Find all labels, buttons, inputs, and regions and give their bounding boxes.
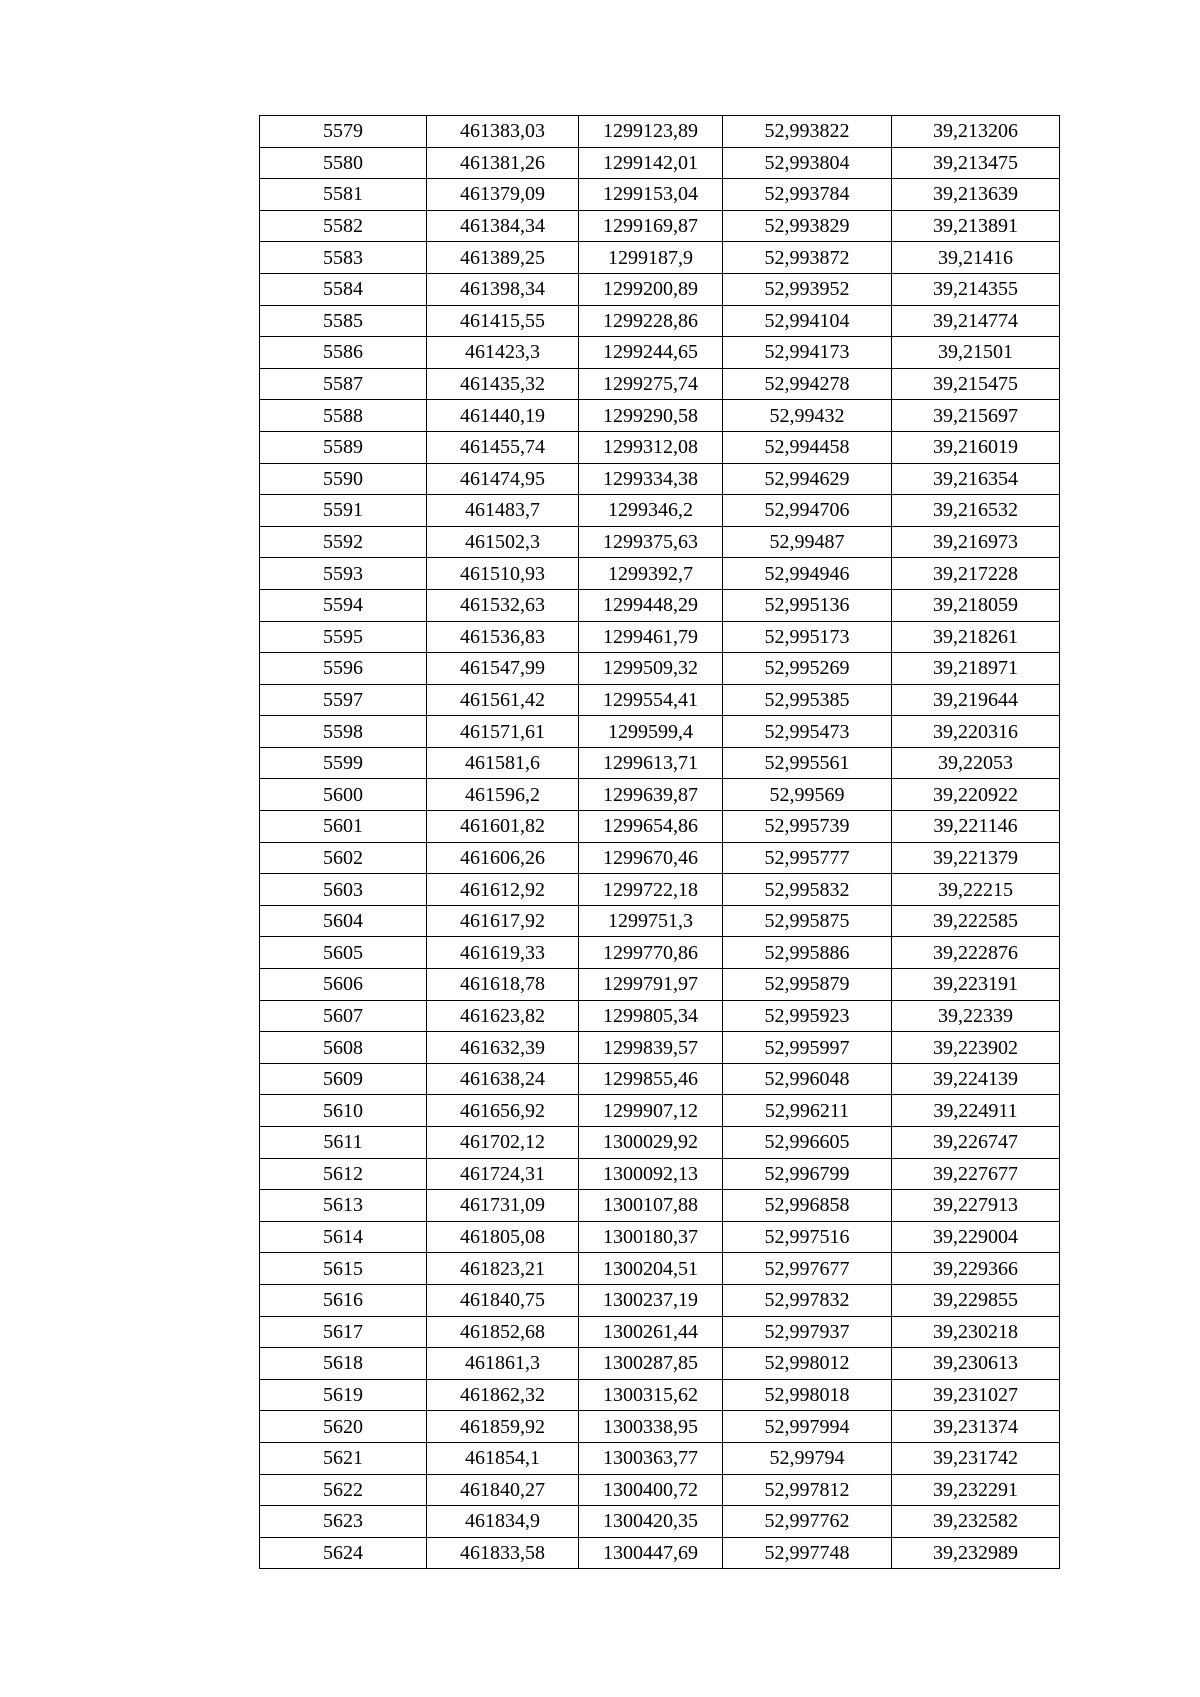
point-number-cell: 5593 bbox=[260, 558, 427, 590]
x-coordinate-cell: 461389,25 bbox=[427, 242, 579, 274]
y-coordinate-cell: 1300261,44 bbox=[579, 1316, 723, 1348]
table-row bbox=[260, 1411, 1060, 1443]
point-number-cell: 5587 bbox=[260, 368, 427, 400]
x-coordinate-cell: 461596,2 bbox=[427, 779, 579, 811]
point-number-cell: 5601 bbox=[260, 811, 427, 843]
latitude-cell: 52,995385 bbox=[723, 684, 892, 716]
y-coordinate-cell: 1299509,32 bbox=[579, 653, 723, 685]
longitude-cell: 39,216019 bbox=[892, 431, 1060, 463]
longitude-cell: 39,213639 bbox=[892, 179, 1060, 211]
longitude-cell: 39,22215 bbox=[892, 874, 1060, 906]
table-row bbox=[260, 716, 1060, 748]
latitude-cell: 52,994278 bbox=[723, 368, 892, 400]
longitude-cell: 39,229366 bbox=[892, 1253, 1060, 1285]
latitude-cell: 52,995879 bbox=[723, 969, 892, 1001]
x-coordinate-cell: 461623,82 bbox=[427, 1000, 579, 1032]
latitude-cell: 52,996858 bbox=[723, 1190, 892, 1222]
y-coordinate-cell: 1300363,77 bbox=[579, 1442, 723, 1474]
longitude-cell: 39,214774 bbox=[892, 305, 1060, 337]
y-coordinate-cell: 1300204,51 bbox=[579, 1253, 723, 1285]
latitude-cell: 52,997832 bbox=[723, 1284, 892, 1316]
point-number-cell: 5596 bbox=[260, 653, 427, 685]
table-row bbox=[260, 779, 1060, 811]
latitude-cell: 52,998018 bbox=[723, 1379, 892, 1411]
table-row bbox=[260, 558, 1060, 590]
y-coordinate-cell: 1300315,62 bbox=[579, 1379, 723, 1411]
longitude-cell: 39,231374 bbox=[892, 1411, 1060, 1443]
x-coordinate-cell: 461435,32 bbox=[427, 368, 579, 400]
table-row bbox=[260, 842, 1060, 874]
table-row bbox=[260, 495, 1060, 527]
x-coordinate-cell: 461840,27 bbox=[427, 1474, 579, 1506]
point-number-cell: 5613 bbox=[260, 1190, 427, 1222]
latitude-cell: 52,995136 bbox=[723, 589, 892, 621]
longitude-cell: 39,231027 bbox=[892, 1379, 1060, 1411]
point-number-cell: 5616 bbox=[260, 1284, 427, 1316]
point-number-cell: 5622 bbox=[260, 1474, 427, 1506]
longitude-cell: 39,232989 bbox=[892, 1537, 1060, 1569]
x-coordinate-cell: 461834,9 bbox=[427, 1506, 579, 1538]
y-coordinate-cell: 1299907,12 bbox=[579, 1095, 723, 1127]
point-number-cell: 5603 bbox=[260, 874, 427, 906]
longitude-cell: 39,230613 bbox=[892, 1348, 1060, 1380]
table-row bbox=[260, 147, 1060, 179]
table-row bbox=[260, 1348, 1060, 1380]
table-row bbox=[260, 1253, 1060, 1285]
table-row bbox=[260, 589, 1060, 621]
table-row bbox=[260, 1284, 1060, 1316]
table-row bbox=[260, 400, 1060, 432]
table-row bbox=[260, 210, 1060, 242]
longitude-cell: 39,229004 bbox=[892, 1221, 1060, 1253]
table-row bbox=[260, 463, 1060, 495]
point-number-cell: 5580 bbox=[260, 147, 427, 179]
longitude-cell: 39,216354 bbox=[892, 463, 1060, 495]
y-coordinate-cell: 1299200,89 bbox=[579, 273, 723, 305]
table-row bbox=[260, 1379, 1060, 1411]
y-coordinate-cell: 1300092,13 bbox=[579, 1158, 723, 1190]
latitude-cell: 52,996799 bbox=[723, 1158, 892, 1190]
longitude-cell: 39,21416 bbox=[892, 242, 1060, 274]
latitude-cell: 52,994706 bbox=[723, 495, 892, 527]
latitude-cell: 52,995173 bbox=[723, 621, 892, 653]
x-coordinate-cell: 461483,7 bbox=[427, 495, 579, 527]
latitude-cell: 52,995739 bbox=[723, 811, 892, 843]
y-coordinate-cell: 1299334,38 bbox=[579, 463, 723, 495]
point-number-cell: 5586 bbox=[260, 337, 427, 369]
point-number-cell: 5588 bbox=[260, 400, 427, 432]
point-number-cell: 5614 bbox=[260, 1221, 427, 1253]
table-row bbox=[260, 1316, 1060, 1348]
x-coordinate-cell: 461805,08 bbox=[427, 1221, 579, 1253]
latitude-cell: 52,995832 bbox=[723, 874, 892, 906]
table-row bbox=[260, 811, 1060, 843]
x-coordinate-cell: 461833,58 bbox=[427, 1537, 579, 1569]
longitude-cell: 39,218261 bbox=[892, 621, 1060, 653]
table-row bbox=[260, 1158, 1060, 1190]
x-coordinate-cell: 461384,34 bbox=[427, 210, 579, 242]
x-coordinate-cell: 461852,68 bbox=[427, 1316, 579, 1348]
table-row bbox=[260, 273, 1060, 305]
longitude-cell: 39,220922 bbox=[892, 779, 1060, 811]
point-number-cell: 5600 bbox=[260, 779, 427, 811]
point-number-cell: 5592 bbox=[260, 526, 427, 558]
y-coordinate-cell: 1299375,63 bbox=[579, 526, 723, 558]
table-row bbox=[260, 1506, 1060, 1538]
longitude-cell: 39,222585 bbox=[892, 905, 1060, 937]
longitude-cell: 39,216532 bbox=[892, 495, 1060, 527]
y-coordinate-cell: 1299461,79 bbox=[579, 621, 723, 653]
point-number-cell: 5610 bbox=[260, 1095, 427, 1127]
x-coordinate-cell: 461619,33 bbox=[427, 937, 579, 969]
y-coordinate-cell: 1300287,85 bbox=[579, 1348, 723, 1380]
table-row bbox=[260, 621, 1060, 653]
latitude-cell: 52,99432 bbox=[723, 400, 892, 432]
table-row bbox=[260, 747, 1060, 779]
latitude-cell: 52,996605 bbox=[723, 1127, 892, 1159]
point-number-cell: 5608 bbox=[260, 1032, 427, 1064]
y-coordinate-cell: 1300447,69 bbox=[579, 1537, 723, 1569]
y-coordinate-cell: 1299153,04 bbox=[579, 179, 723, 211]
table-row bbox=[260, 1127, 1060, 1159]
x-coordinate-cell: 461656,92 bbox=[427, 1095, 579, 1127]
longitude-cell: 39,220316 bbox=[892, 716, 1060, 748]
latitude-cell: 52,99794 bbox=[723, 1442, 892, 1474]
y-coordinate-cell: 1299599,4 bbox=[579, 716, 723, 748]
x-coordinate-cell: 461823,21 bbox=[427, 1253, 579, 1285]
table-row bbox=[260, 431, 1060, 463]
y-coordinate-cell: 1299312,08 bbox=[579, 431, 723, 463]
y-coordinate-cell: 1300400,72 bbox=[579, 1474, 723, 1506]
longitude-cell: 39,216973 bbox=[892, 526, 1060, 558]
longitude-cell: 39,232291 bbox=[892, 1474, 1060, 1506]
latitude-cell: 52,993872 bbox=[723, 242, 892, 274]
x-coordinate-cell: 461581,6 bbox=[427, 747, 579, 779]
x-coordinate-cell: 461381,26 bbox=[427, 147, 579, 179]
longitude-cell: 39,232582 bbox=[892, 1506, 1060, 1538]
y-coordinate-cell: 1299228,86 bbox=[579, 305, 723, 337]
x-coordinate-cell: 461571,61 bbox=[427, 716, 579, 748]
table-row bbox=[260, 1032, 1060, 1064]
x-coordinate-cell: 461840,75 bbox=[427, 1284, 579, 1316]
table-row bbox=[260, 1537, 1060, 1569]
latitude-cell: 52,994104 bbox=[723, 305, 892, 337]
longitude-cell: 39,213891 bbox=[892, 210, 1060, 242]
longitude-cell: 39,224139 bbox=[892, 1063, 1060, 1095]
y-coordinate-cell: 1299392,7 bbox=[579, 558, 723, 590]
latitude-cell: 52,997677 bbox=[723, 1253, 892, 1285]
x-coordinate-cell: 461536,83 bbox=[427, 621, 579, 653]
latitude-cell: 52,995777 bbox=[723, 842, 892, 874]
latitude-cell: 52,993822 bbox=[723, 116, 892, 148]
latitude-cell: 52,995923 bbox=[723, 1000, 892, 1032]
point-number-cell: 5589 bbox=[260, 431, 427, 463]
x-coordinate-cell: 461379,09 bbox=[427, 179, 579, 211]
latitude-cell: 52,995473 bbox=[723, 716, 892, 748]
x-coordinate-cell: 461861,3 bbox=[427, 1348, 579, 1380]
x-coordinate-cell: 461510,93 bbox=[427, 558, 579, 590]
longitude-cell: 39,219644 bbox=[892, 684, 1060, 716]
table-row bbox=[260, 1442, 1060, 1474]
table-row bbox=[260, 937, 1060, 969]
longitude-cell: 39,217228 bbox=[892, 558, 1060, 590]
y-coordinate-cell: 1300029,92 bbox=[579, 1127, 723, 1159]
latitude-cell: 52,997762 bbox=[723, 1506, 892, 1538]
y-coordinate-cell: 1299770,86 bbox=[579, 937, 723, 969]
longitude-cell: 39,224911 bbox=[892, 1095, 1060, 1127]
x-coordinate-cell: 461617,92 bbox=[427, 905, 579, 937]
longitude-cell: 39,221379 bbox=[892, 842, 1060, 874]
x-coordinate-cell: 461731,09 bbox=[427, 1190, 579, 1222]
point-number-cell: 5591 bbox=[260, 495, 427, 527]
x-coordinate-cell: 461702,12 bbox=[427, 1127, 579, 1159]
point-number-cell: 5624 bbox=[260, 1537, 427, 1569]
latitude-cell: 52,99487 bbox=[723, 526, 892, 558]
longitude-cell: 39,231742 bbox=[892, 1442, 1060, 1474]
point-number-cell: 5607 bbox=[260, 1000, 427, 1032]
longitude-cell: 39,223191 bbox=[892, 969, 1060, 1001]
x-coordinate-cell: 461440,19 bbox=[427, 400, 579, 432]
point-number-cell: 5617 bbox=[260, 1316, 427, 1348]
y-coordinate-cell: 1299554,41 bbox=[579, 684, 723, 716]
x-coordinate-cell: 461455,74 bbox=[427, 431, 579, 463]
table-row bbox=[260, 305, 1060, 337]
longitude-cell: 39,222876 bbox=[892, 937, 1060, 969]
point-number-cell: 5595 bbox=[260, 621, 427, 653]
longitude-cell: 39,22339 bbox=[892, 1000, 1060, 1032]
latitude-cell: 52,995886 bbox=[723, 937, 892, 969]
x-coordinate-cell: 461859,92 bbox=[427, 1411, 579, 1443]
y-coordinate-cell: 1299654,86 bbox=[579, 811, 723, 843]
point-number-cell: 5581 bbox=[260, 179, 427, 211]
point-number-cell: 5585 bbox=[260, 305, 427, 337]
longitude-cell: 39,226747 bbox=[892, 1127, 1060, 1159]
longitude-cell: 39,218059 bbox=[892, 589, 1060, 621]
y-coordinate-cell: 1299290,58 bbox=[579, 400, 723, 432]
point-number-cell: 5623 bbox=[260, 1506, 427, 1538]
x-coordinate-cell: 461474,95 bbox=[427, 463, 579, 495]
x-coordinate-cell: 461561,42 bbox=[427, 684, 579, 716]
table-row bbox=[260, 1000, 1060, 1032]
longitude-cell: 39,214355 bbox=[892, 273, 1060, 305]
longitude-cell: 39,218971 bbox=[892, 653, 1060, 685]
x-coordinate-cell: 461606,26 bbox=[427, 842, 579, 874]
latitude-cell: 52,993952 bbox=[723, 273, 892, 305]
y-coordinate-cell: 1300237,19 bbox=[579, 1284, 723, 1316]
latitude-cell: 52,994946 bbox=[723, 558, 892, 590]
point-number-cell: 5609 bbox=[260, 1063, 427, 1095]
x-coordinate-cell: 461618,78 bbox=[427, 969, 579, 1001]
point-number-cell: 5590 bbox=[260, 463, 427, 495]
latitude-cell: 52,993784 bbox=[723, 179, 892, 211]
latitude-cell: 52,994173 bbox=[723, 337, 892, 369]
point-number-cell: 5598 bbox=[260, 716, 427, 748]
latitude-cell: 52,994629 bbox=[723, 463, 892, 495]
latitude-cell: 52,997748 bbox=[723, 1537, 892, 1569]
x-coordinate-cell: 461632,39 bbox=[427, 1032, 579, 1064]
table-row bbox=[260, 1474, 1060, 1506]
point-number-cell: 5597 bbox=[260, 684, 427, 716]
latitude-cell: 52,996048 bbox=[723, 1063, 892, 1095]
longitude-cell: 39,21501 bbox=[892, 337, 1060, 369]
y-coordinate-cell: 1300107,88 bbox=[579, 1190, 723, 1222]
table-row bbox=[260, 1221, 1060, 1253]
point-number-cell: 5594 bbox=[260, 589, 427, 621]
table-row bbox=[260, 1063, 1060, 1095]
x-coordinate-cell: 461601,82 bbox=[427, 811, 579, 843]
y-coordinate-cell: 1299142,01 bbox=[579, 147, 723, 179]
point-number-cell: 5618 bbox=[260, 1348, 427, 1380]
y-coordinate-cell: 1299670,46 bbox=[579, 842, 723, 874]
x-coordinate-cell: 461547,99 bbox=[427, 653, 579, 685]
table-row bbox=[260, 337, 1060, 369]
coordinates-table bbox=[259, 115, 1060, 1569]
longitude-cell: 39,213475 bbox=[892, 147, 1060, 179]
latitude-cell: 52,99569 bbox=[723, 779, 892, 811]
latitude-cell: 52,995875 bbox=[723, 905, 892, 937]
point-number-cell: 5599 bbox=[260, 747, 427, 779]
table-row bbox=[260, 116, 1060, 148]
point-number-cell: 5620 bbox=[260, 1411, 427, 1443]
longitude-cell: 39,227913 bbox=[892, 1190, 1060, 1222]
y-coordinate-cell: 1299855,46 bbox=[579, 1063, 723, 1095]
x-coordinate-cell: 461862,32 bbox=[427, 1379, 579, 1411]
point-number-cell: 5584 bbox=[260, 273, 427, 305]
x-coordinate-cell: 461612,92 bbox=[427, 874, 579, 906]
y-coordinate-cell: 1299722,18 bbox=[579, 874, 723, 906]
y-coordinate-cell: 1300420,35 bbox=[579, 1506, 723, 1538]
y-coordinate-cell: 1299275,74 bbox=[579, 368, 723, 400]
y-coordinate-cell: 1299839,57 bbox=[579, 1032, 723, 1064]
y-coordinate-cell: 1299751,3 bbox=[579, 905, 723, 937]
latitude-cell: 52,995269 bbox=[723, 653, 892, 685]
point-number-cell: 5583 bbox=[260, 242, 427, 274]
coordinates-table-body bbox=[260, 116, 1060, 1569]
longitude-cell: 39,223902 bbox=[892, 1032, 1060, 1064]
y-coordinate-cell: 1299805,34 bbox=[579, 1000, 723, 1032]
table-row bbox=[260, 368, 1060, 400]
longitude-cell: 39,22053 bbox=[892, 747, 1060, 779]
x-coordinate-cell: 461638,24 bbox=[427, 1063, 579, 1095]
table-row bbox=[260, 179, 1060, 211]
longitude-cell: 39,229855 bbox=[892, 1284, 1060, 1316]
point-number-cell: 5606 bbox=[260, 969, 427, 1001]
point-number-cell: 5605 bbox=[260, 937, 427, 969]
point-number-cell: 5579 bbox=[260, 116, 427, 148]
latitude-cell: 52,995997 bbox=[723, 1032, 892, 1064]
longitude-cell: 39,213206 bbox=[892, 116, 1060, 148]
x-coordinate-cell: 461532,63 bbox=[427, 589, 579, 621]
point-number-cell: 5604 bbox=[260, 905, 427, 937]
latitude-cell: 52,998012 bbox=[723, 1348, 892, 1380]
y-coordinate-cell: 1300338,95 bbox=[579, 1411, 723, 1443]
y-coordinate-cell: 1299187,9 bbox=[579, 242, 723, 274]
latitude-cell: 52,993829 bbox=[723, 210, 892, 242]
table-row bbox=[260, 969, 1060, 1001]
point-number-cell: 5582 bbox=[260, 210, 427, 242]
y-coordinate-cell: 1299123,89 bbox=[579, 116, 723, 148]
point-number-cell: 5619 bbox=[260, 1379, 427, 1411]
x-coordinate-cell: 461854,1 bbox=[427, 1442, 579, 1474]
longitude-cell: 39,215475 bbox=[892, 368, 1060, 400]
latitude-cell: 52,997812 bbox=[723, 1474, 892, 1506]
table-row bbox=[260, 905, 1060, 937]
table-row bbox=[260, 653, 1060, 685]
latitude-cell: 52,997937 bbox=[723, 1316, 892, 1348]
point-number-cell: 5612 bbox=[260, 1158, 427, 1190]
y-coordinate-cell: 1299613,71 bbox=[579, 747, 723, 779]
y-coordinate-cell: 1300180,37 bbox=[579, 1221, 723, 1253]
point-number-cell: 5615 bbox=[260, 1253, 427, 1285]
table-row bbox=[260, 874, 1060, 906]
longitude-cell: 39,230218 bbox=[892, 1316, 1060, 1348]
x-coordinate-cell: 461383,03 bbox=[427, 116, 579, 148]
longitude-cell: 39,215697 bbox=[892, 400, 1060, 432]
longitude-cell: 39,227677 bbox=[892, 1158, 1060, 1190]
latitude-cell: 52,997516 bbox=[723, 1221, 892, 1253]
table-row bbox=[260, 242, 1060, 274]
latitude-cell: 52,994458 bbox=[723, 431, 892, 463]
point-number-cell: 5611 bbox=[260, 1127, 427, 1159]
longitude-cell: 39,221146 bbox=[892, 811, 1060, 843]
x-coordinate-cell: 461423,3 bbox=[427, 337, 579, 369]
latitude-cell: 52,997994 bbox=[723, 1411, 892, 1443]
x-coordinate-cell: 461724,31 bbox=[427, 1158, 579, 1190]
table-row bbox=[260, 526, 1060, 558]
x-coordinate-cell: 461415,55 bbox=[427, 305, 579, 337]
y-coordinate-cell: 1299791,97 bbox=[579, 969, 723, 1001]
y-coordinate-cell: 1299244,65 bbox=[579, 337, 723, 369]
x-coordinate-cell: 461398,34 bbox=[427, 273, 579, 305]
y-coordinate-cell: 1299346,2 bbox=[579, 495, 723, 527]
table-row bbox=[260, 684, 1060, 716]
x-coordinate-cell: 461502,3 bbox=[427, 526, 579, 558]
table-row bbox=[260, 1190, 1060, 1222]
y-coordinate-cell: 1299448,29 bbox=[579, 589, 723, 621]
point-number-cell: 5621 bbox=[260, 1442, 427, 1474]
table-row bbox=[260, 1095, 1060, 1127]
point-number-cell: 5602 bbox=[260, 842, 427, 874]
latitude-cell: 52,995561 bbox=[723, 747, 892, 779]
y-coordinate-cell: 1299639,87 bbox=[579, 779, 723, 811]
latitude-cell: 52,993804 bbox=[723, 147, 892, 179]
latitude-cell: 52,996211 bbox=[723, 1095, 892, 1127]
y-coordinate-cell: 1299169,87 bbox=[579, 210, 723, 242]
